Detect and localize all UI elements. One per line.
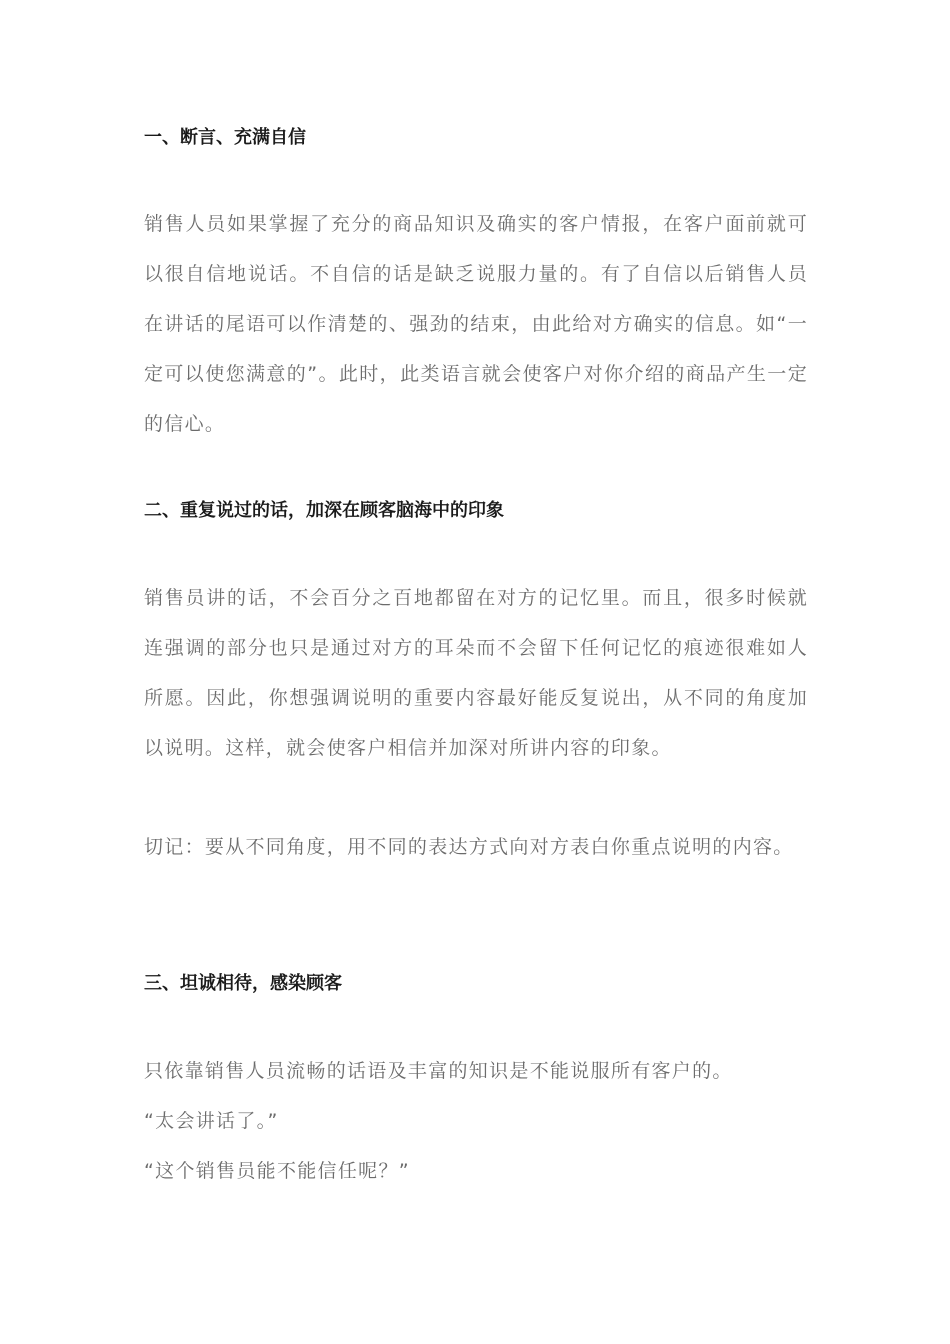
section-1-heading: 一、断言、充满自信: [144, 127, 306, 148]
section-2-heading: 二、重复说过的话，加深在顾客脑海中的印象: [144, 500, 504, 521]
section-3-quote-1: “太会讲话了。”: [144, 1110, 279, 1132]
section-3-quote-2: “这个销售员能不能信任呢？”: [144, 1160, 410, 1182]
section-2-paragraph: 销售员讲的话，不会百分之百地都留在对方的记忆里。而且，很多时候就连强调的部分也只是通过对方的耳朵而不会留下任何记忆的痕迹很难如人所愿。因此，你想强调说明的重要内容最好能反复说出，从不同的角度加以说明。这样，就会使客户相信并加深对所讲内容的印象。: [144, 587, 808, 759]
section-3-heading: 三、坦诚相待，感染顾客: [144, 973, 342, 994]
section-3-paragraph: 只依靠销售人员流畅的话语及丰富的知识是不能说服所有客户的。: [144, 1060, 733, 1082]
section-2-note: 切记：要从不同角度，用不同的表达方式向对方表白你重点说明的内容。: [144, 836, 794, 858]
section-1-paragraph: 销售人员如果掌握了充分的商品知识及确实的客户情报，在客户面前就可以很自信地说话。不自信的话是缺乏说服力量的。有了自信以后销售人员在讲话的尾语可以作清楚的、强劲的结束，由此给对方确实的信息。如“一定可以使您满意的”。此时，此类语言就会使客户对你介绍的商品产生一定的信心。: [144, 213, 808, 435]
